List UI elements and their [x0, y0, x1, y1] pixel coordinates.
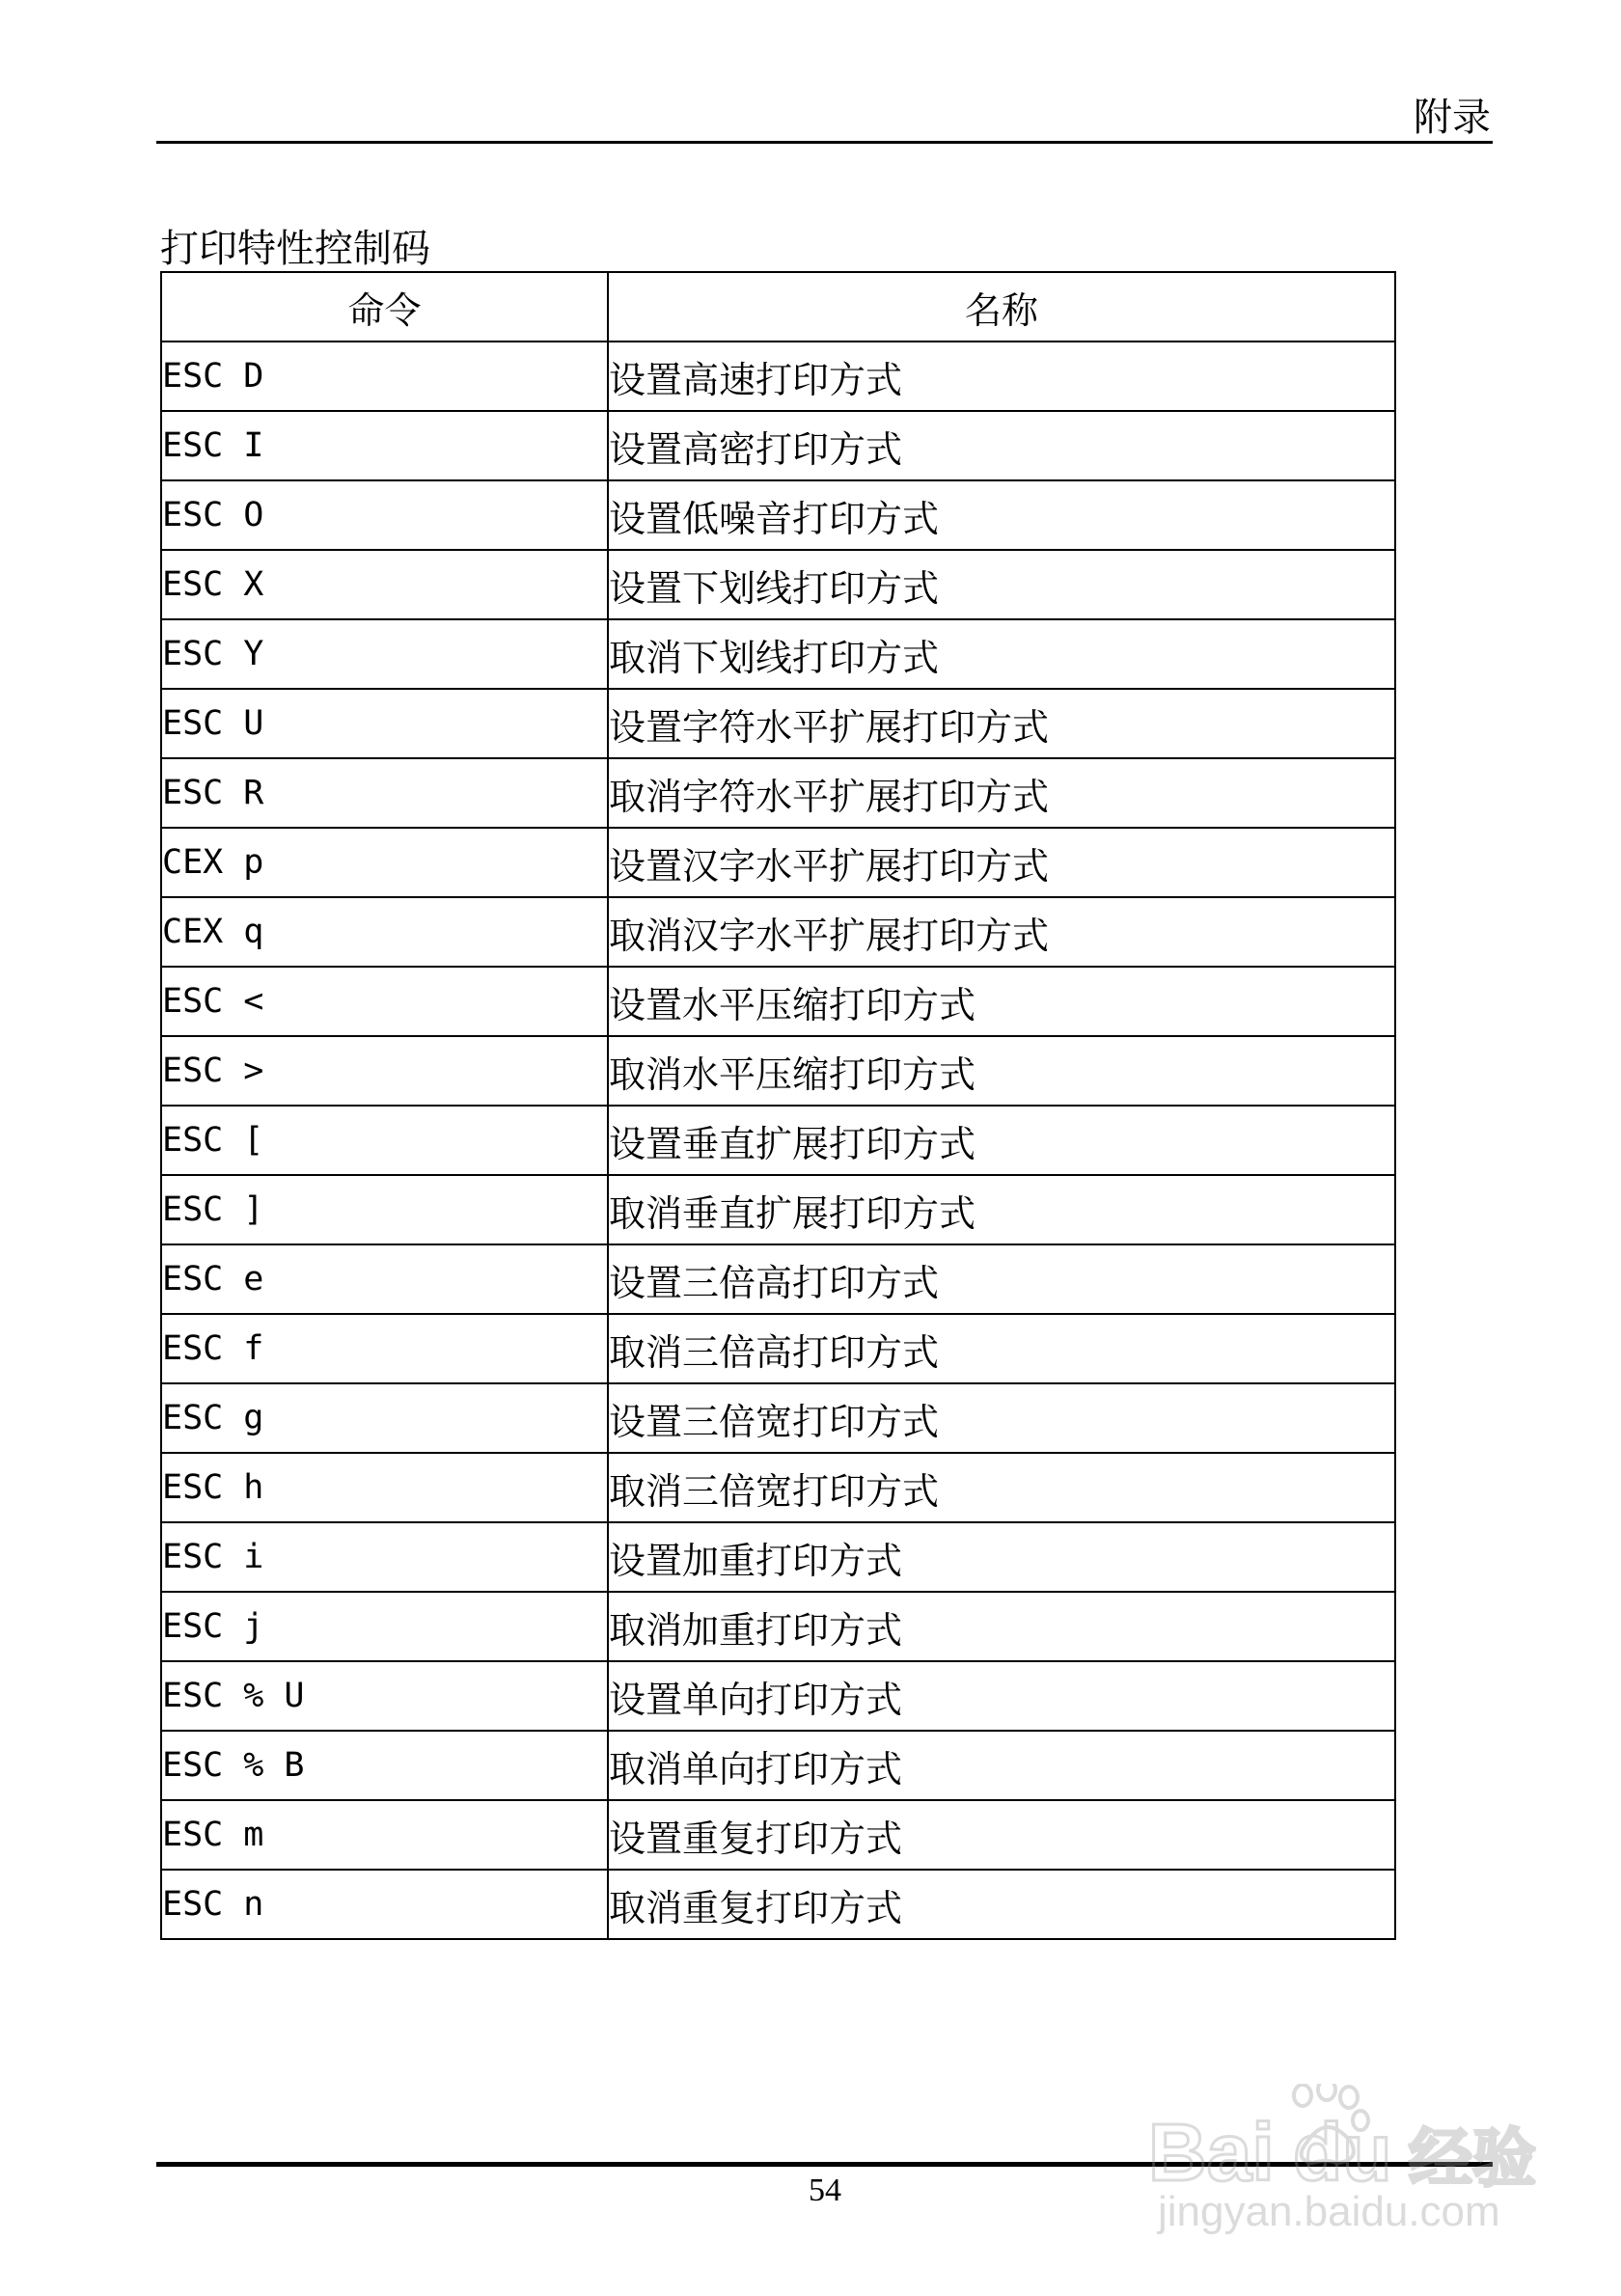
table-row	[161, 1383, 1395, 1453]
svg-text:经验: 经验	[1409, 2121, 1536, 2190]
command-cell: ESC g	[161, 1383, 608, 1453]
table-row	[161, 758, 1395, 828]
command-cell: ESC U	[161, 689, 608, 758]
table-row	[161, 342, 1395, 411]
control-code-table	[160, 271, 1396, 1940]
command-cell: ESC m	[161, 1800, 608, 1870]
command-cell: ESC [	[161, 1106, 608, 1175]
table-row	[161, 1870, 1395, 1939]
name-cell: 取消加重打印方式	[608, 1592, 1395, 1661]
command-cell: ESC % B	[161, 1731, 608, 1800]
table-row	[161, 1661, 1395, 1731]
svg-text:Bai: Bai	[1148, 2107, 1275, 2190]
name-cell: 取消三倍高打印方式	[608, 1314, 1395, 1383]
command-cell: ESC O	[161, 480, 608, 550]
name-cell: 设置下划线打印方式	[608, 550, 1395, 619]
table-row	[161, 689, 1395, 758]
command-cell: ESC <	[161, 967, 608, 1036]
name-cell: 设置加重打印方式	[608, 1522, 1395, 1592]
name-cell: 设置水平压缩打印方式	[608, 967, 1395, 1036]
table-row	[161, 1036, 1395, 1106]
baidu-jingyan-logo	[1148, 2084, 1544, 2190]
column-header-command: 命令	[161, 272, 608, 342]
table-row	[161, 1800, 1395, 1870]
command-cell: ESC i	[161, 1522, 608, 1592]
table-row	[161, 1592, 1395, 1661]
table-row	[161, 1175, 1395, 1244]
command-cell: ESC n	[161, 1870, 608, 1939]
svg-text:du: du	[1293, 2107, 1392, 2190]
command-cell: ESC e	[161, 1244, 608, 1314]
table-row	[161, 619, 1395, 689]
name-cell: 设置低噪音打印方式	[608, 480, 1395, 550]
command-cell: CEX p	[161, 828, 608, 897]
table-row	[161, 550, 1395, 619]
command-cell: ESC I	[161, 411, 608, 480]
name-cell: 取消水平压缩打印方式	[608, 1036, 1395, 1106]
command-cell: ESC R	[161, 758, 608, 828]
table-row	[161, 1244, 1395, 1314]
name-cell: 设置单向打印方式	[608, 1661, 1395, 1731]
table-row	[161, 1453, 1395, 1522]
running-head: 附录	[1414, 96, 1491, 140]
name-cell: 设置垂直扩展打印方式	[608, 1106, 1395, 1175]
name-cell: 设置重复打印方式	[608, 1800, 1395, 1870]
command-cell: ESC ]	[161, 1175, 608, 1244]
name-cell: 取消下划线打印方式	[608, 619, 1395, 689]
name-cell: 取消汉字水平扩展打印方式	[608, 897, 1395, 967]
command-cell: ESC >	[161, 1036, 608, 1106]
table-row	[161, 480, 1395, 550]
table-row	[161, 897, 1395, 967]
table-body	[161, 342, 1395, 1939]
name-cell: 设置高速打印方式	[608, 342, 1395, 411]
page-number: 54	[809, 2173, 841, 2208]
watermark-url: jingyan.baidu.com	[1158, 2188, 1500, 2235]
name-cell: 设置高密打印方式	[608, 411, 1395, 480]
command-cell: ESC D	[161, 342, 608, 411]
table-row	[161, 1731, 1395, 1800]
name-cell: 设置字符水平扩展打印方式	[608, 689, 1395, 758]
name-cell: 取消垂直扩展打印方式	[608, 1175, 1395, 1244]
table-row	[161, 1106, 1395, 1175]
table-row	[161, 1522, 1395, 1592]
table-row	[161, 411, 1395, 480]
command-cell: ESC X	[161, 550, 608, 619]
command-cell: ESC % U	[161, 1661, 608, 1731]
table-row	[161, 967, 1395, 1036]
name-cell: 设置汉字水平扩展打印方式	[608, 828, 1395, 897]
table-row	[161, 828, 1395, 897]
name-cell: 取消重复打印方式	[608, 1870, 1395, 1939]
table-row	[161, 1314, 1395, 1383]
name-cell: 设置三倍高打印方式	[608, 1244, 1395, 1314]
watermark	[1148, 2055, 1553, 2248]
header-rule	[156, 141, 1493, 144]
command-cell: ESC j	[161, 1592, 608, 1661]
name-cell: 取消字符水平扩展打印方式	[608, 758, 1395, 828]
column-header-name: 名称	[608, 272, 1395, 342]
table-header-row	[161, 272, 1395, 342]
name-cell: 设置三倍宽打印方式	[608, 1383, 1395, 1453]
command-cell: ESC Y	[161, 619, 608, 689]
command-cell: CEX q	[161, 897, 608, 967]
command-cell: ESC f	[161, 1314, 608, 1383]
name-cell: 取消单向打印方式	[608, 1731, 1395, 1800]
section-title: 打印特性控制码	[160, 227, 430, 271]
name-cell: 取消三倍宽打印方式	[608, 1453, 1395, 1522]
command-cell: ESC h	[161, 1453, 608, 1522]
